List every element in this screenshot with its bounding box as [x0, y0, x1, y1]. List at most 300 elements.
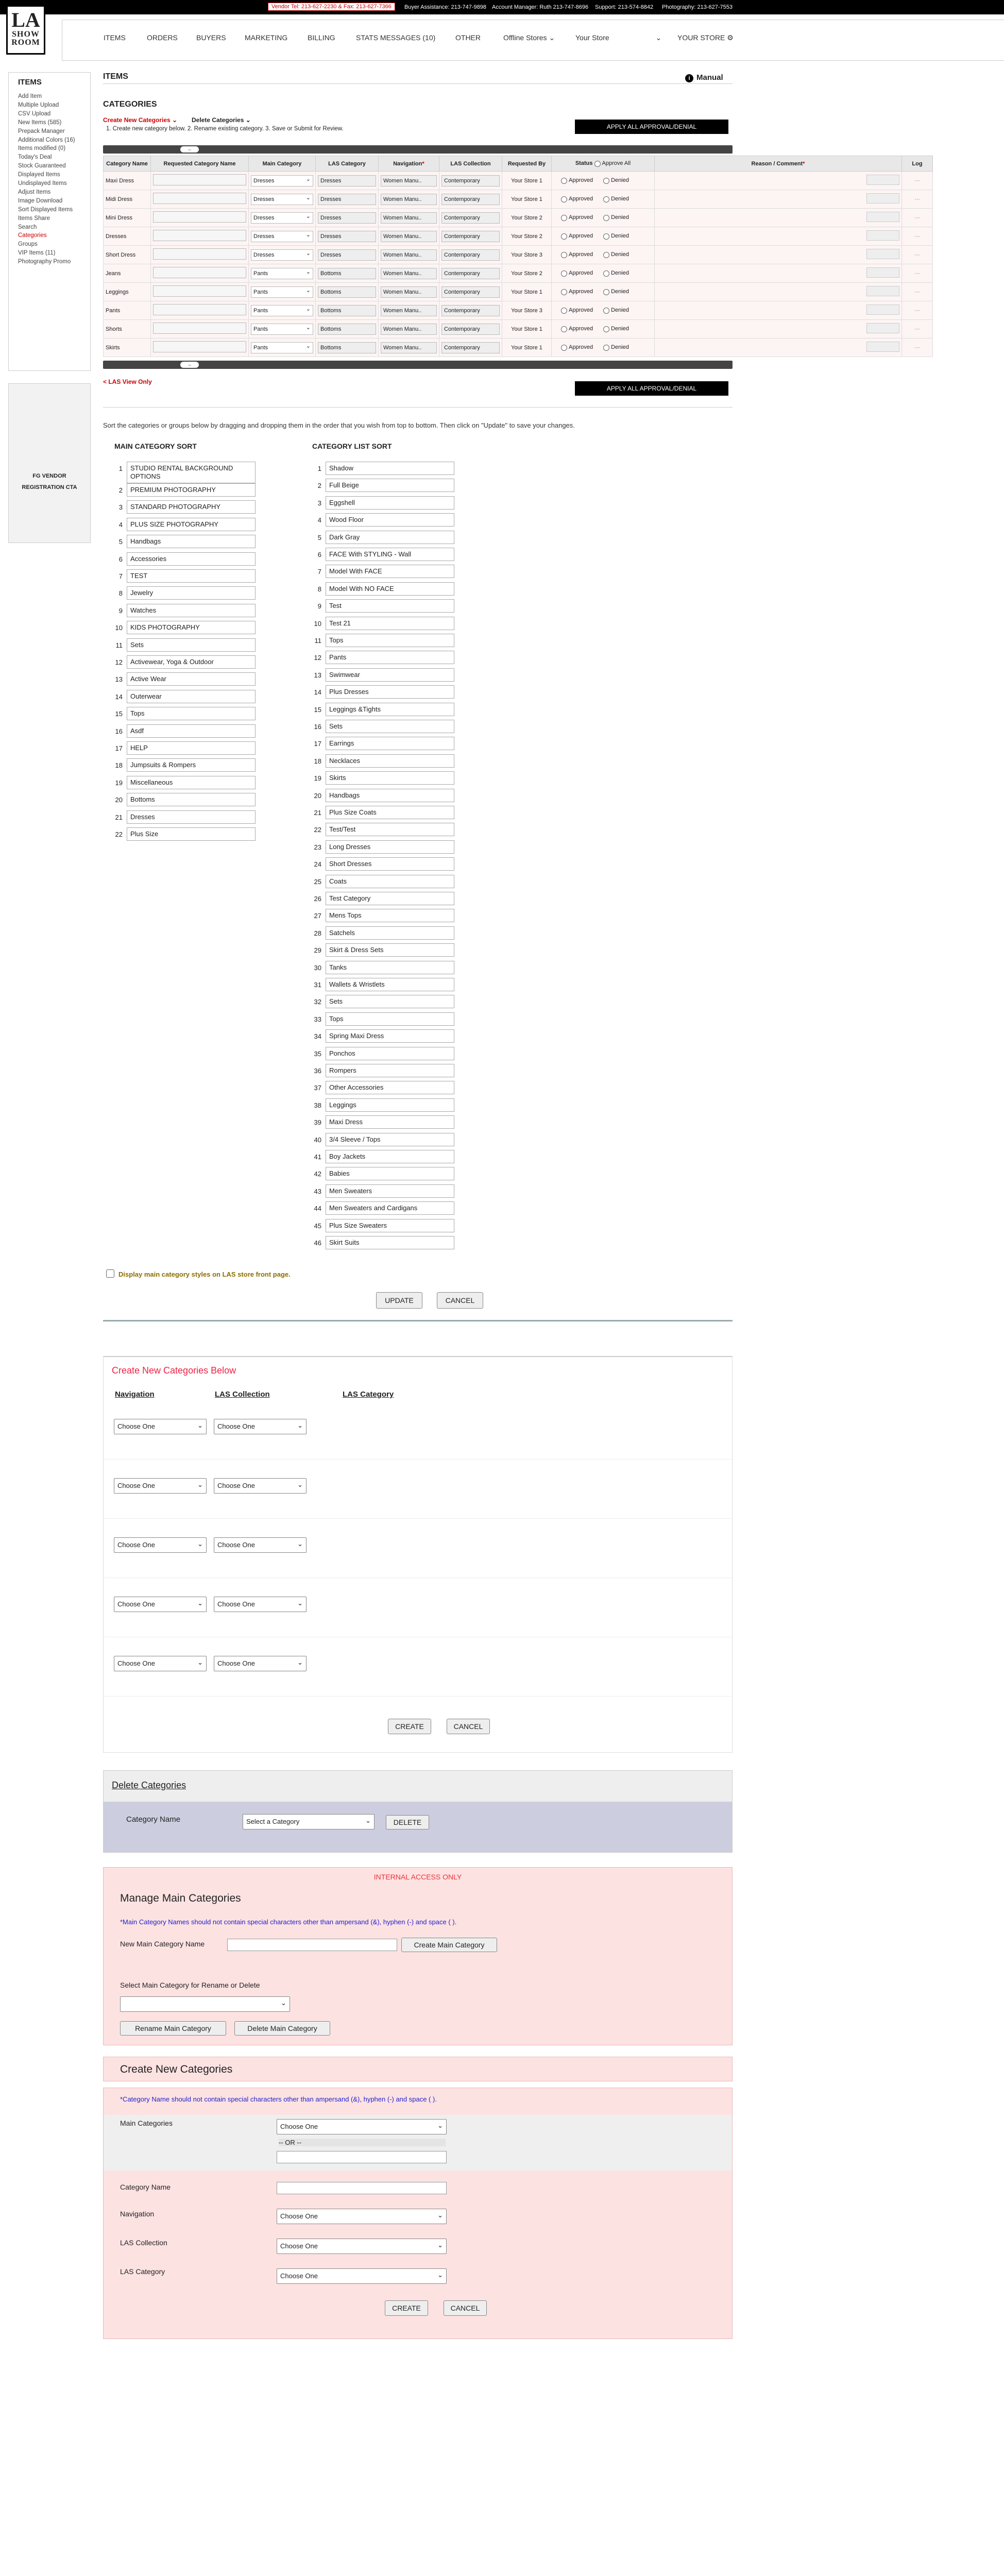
las-collection-select[interactable]: Choose One ⌄ [277, 2239, 447, 2254]
tab-create-label: Create New Categories [103, 116, 171, 124]
table-scrollbar[interactable] [103, 145, 733, 154]
sidebar-item[interactable]: Groups [18, 241, 38, 248]
denied-radio[interactable] [603, 289, 609, 295]
create-main-category-button[interactable]: Create Main Category [401, 1938, 497, 1952]
approved-label: Approved [569, 307, 593, 314]
delete-button[interactable]: DELETE [386, 1815, 429, 1829]
create2-panel [103, 2088, 733, 2339]
approved-radio[interactable] [561, 233, 567, 240]
sort-item-label: Eggshell [326, 496, 454, 510]
sidebar-item[interactable]: Stock Guaranteed [18, 163, 66, 170]
sidebar-item[interactable]: Categories [18, 232, 47, 239]
sort-item-label: Miscellaneous [127, 776, 256, 789]
approved-radio[interactable] [561, 289, 567, 295]
denied-label: Denied [611, 214, 629, 221]
las-collection-value[interactable]: Contemporary [441, 249, 500, 261]
sort-item-label: Dark Gray [326, 531, 454, 544]
sort-item-label: Jumpsuits & Rompers [127, 758, 256, 772]
sort-number: 13 [115, 675, 123, 684]
sidebar-item[interactable]: Items modified (0) [18, 145, 66, 152]
reason-cell [655, 283, 902, 301]
sidebar-item[interactable]: Undisplayed Items [18, 180, 67, 187]
requested-name-cell [151, 301, 249, 320]
requested-name-input[interactable] [153, 323, 246, 334]
new-main-category-input[interactable] [227, 1939, 397, 1951]
or-label: -- OR -- [279, 2139, 446, 2146]
main-category-select[interactable]: Dresses ⌄ [251, 194, 313, 205]
navigation-value[interactable]: Women Manu.. [381, 212, 437, 224]
sort-item-label: Handbags [326, 789, 454, 802]
fg-vendor-registration-cta[interactable] [8, 383, 91, 543]
log-icon[interactable]: ⋯ [914, 326, 920, 332]
sort-number: 32 [314, 998, 321, 1006]
main-category-text-input[interactable] [277, 2151, 447, 2163]
sort-item-label: Jewelry [127, 586, 256, 600]
denied-label: Denied [611, 307, 629, 314]
col-las-collection-header: LAS Collection [215, 1390, 270, 1399]
sort-number: 19 [115, 778, 123, 787]
delete-main-category-button[interactable]: Delete Main Category [234, 2021, 330, 2036]
sidebar-item[interactable]: Add Item [18, 93, 42, 99]
reason-input[interactable] [866, 212, 899, 222]
log-icon[interactable]: ⋯ [914, 196, 920, 202]
sort-item-label: Model With NO FACE [326, 582, 454, 596]
reason-cell [655, 209, 902, 227]
approved-radio[interactable] [561, 252, 567, 258]
navigation-value[interactable]: Women Manu.. [381, 324, 437, 335]
las-collection-value[interactable]: Contemporary [441, 231, 500, 242]
requested-name-input[interactable] [153, 211, 246, 223]
apply-all-button[interactable]: APPLY ALL APPROVAL/DENIAL [575, 120, 728, 134]
sort-number: 18 [314, 757, 321, 765]
main-category-select[interactable]: Dresses ⌄ [251, 175, 313, 187]
category-name-input[interactable] [277, 2182, 447, 2194]
sort-item-label: Leggings &Tights [326, 703, 454, 716]
las-category-cell [316, 283, 379, 301]
requested-by-cell: Your Store 2 [502, 264, 552, 283]
requested-name-input[interactable] [153, 341, 246, 352]
nav-your-store[interactable] [575, 33, 661, 42]
sort-number: 11 [115, 641, 123, 649]
main-category-select[interactable]: Pants ⌄ [251, 286, 313, 298]
las-view-only-link[interactable]: < LAS View Only [103, 378, 152, 385]
log-icon[interactable]: ⋯ [914, 215, 920, 221]
sort-number: 22 [115, 831, 123, 838]
nav-buyers[interactable]: BUYERS [196, 33, 226, 42]
navigation-value[interactable]: Women Manu.. [381, 194, 437, 205]
denied-radio[interactable] [603, 178, 609, 184]
sort-item-label: Mens Tops [326, 909, 454, 922]
category-select[interactable]: Select a Category ⌄ [243, 1814, 375, 1829]
log-cell [902, 338, 933, 357]
table-row [104, 338, 933, 357]
tab-delete-label: Delete Categories [192, 116, 244, 124]
las-collection-select[interactable]: Choose One ⌄ [214, 1537, 307, 1553]
sort-number: 25 [314, 877, 321, 886]
apply-all-button-bottom[interactable]: APPLY ALL APPROVAL/DENIAL [575, 381, 728, 396]
navigation-value[interactable]: Women Manu.. [381, 175, 437, 187]
nav-offline-stores[interactable] [503, 33, 555, 42]
las-category-value[interactable]: Dresses [318, 194, 376, 205]
sort-item-label: KIDS PHOTOGRAPHY [127, 621, 256, 634]
table-row [104, 172, 933, 190]
denied-radio[interactable] [603, 345, 609, 351]
sort-number: 39 [314, 1118, 321, 1127]
main-category-sort-title: MAIN CATEGORY SORT [114, 442, 197, 450]
approved-radio[interactable] [561, 345, 567, 351]
required-icon: * [803, 160, 805, 167]
requested-name-input[interactable] [153, 230, 246, 241]
log-icon[interactable]: ⋯ [914, 233, 920, 240]
las-category-value[interactable]: Dresses [318, 212, 376, 224]
las-collection-label: LAS Collection [120, 2239, 167, 2247]
sort-item-label: Rompers [326, 1064, 454, 1077]
col-navigation-header: Navigation [115, 1390, 155, 1399]
nav-items[interactable]: ITEMS [104, 33, 126, 42]
status-cell [552, 320, 655, 338]
table-scrollbar-bottom[interactable] [103, 361, 733, 369]
las-collection-select[interactable]: Choose One ⌄ [214, 1656, 307, 1671]
approved-label: Approved [569, 289, 593, 295]
sort-item-label: Satchels [326, 926, 454, 940]
requested-by-cell: Your Store 2 [502, 209, 552, 227]
sort-number: 37 [314, 1084, 321, 1092]
navigation-select[interactable]: Choose One ⌄ [114, 1478, 207, 1494]
sort-item-label: Plus Size [127, 827, 256, 841]
sidebar-item[interactable]: Sort Displayed Items [18, 206, 73, 213]
sort-number: 15 [314, 705, 321, 714]
navigation-value[interactable]: Women Manu.. [381, 342, 437, 353]
reason-cell [655, 320, 902, 338]
las-category-value[interactable]: Bottoms [318, 324, 376, 335]
status-cell [552, 246, 655, 264]
denied-label: Denied [611, 289, 629, 295]
denied-radio[interactable] [603, 196, 609, 202]
sidebar-item[interactable]: Items Share [18, 215, 50, 222]
navigation-cell [379, 320, 439, 338]
sort-item-label: Babies [326, 1167, 454, 1180]
main-nav [62, 20, 1004, 61]
cancel-create2-button[interactable]: CANCEL [444, 2300, 487, 2316]
denied-label: Denied [611, 177, 629, 184]
las-collection-value[interactable]: Contemporary [441, 175, 500, 187]
reason-cell [655, 301, 902, 320]
create-button[interactable]: CREATE [388, 1719, 431, 1734]
tab-delete-categories[interactable] [192, 116, 251, 124]
cancel-sort-button[interactable]: CANCEL [437, 1292, 483, 1309]
sort-item-label: Test/Test [326, 823, 454, 836]
sidebar-item[interactable]: New Items (585) [18, 119, 62, 126]
navigation-value[interactable]: Women Manu.. [381, 268, 437, 279]
las-collection-cell [439, 246, 502, 264]
approved-label: Approved [569, 177, 593, 184]
main-category-cell [249, 338, 316, 357]
requested-name-input[interactable] [153, 285, 246, 297]
navigation-value[interactable]: Women Manu.. [381, 231, 437, 242]
sidebar-item[interactable]: Search [18, 224, 37, 230]
main-category-select[interactable]: Dresses ⌄ [251, 231, 313, 242]
display-main-label: Display main category styles on LAS store front page. [118, 1270, 291, 1278]
reason-input[interactable] [866, 267, 899, 278]
main-category-select[interactable]: Pants ⌄ [251, 305, 313, 316]
sort-number: 31 [314, 981, 321, 989]
las-collection-value[interactable]: Contemporary [441, 268, 500, 279]
category-name-cell: Mini Dress [104, 209, 151, 227]
approved-radio[interactable] [561, 196, 567, 202]
navigation-select[interactable]: Choose One ⌄ [114, 1537, 207, 1553]
sort-number: 5 [317, 533, 321, 541]
las-collection-cell [439, 264, 502, 283]
sidebar-item[interactable]: Adjust Items [18, 189, 51, 195]
denied-label: Denied [611, 344, 629, 351]
sidebar-item[interactable]: Photography Promo [18, 259, 71, 265]
navigation-cell [379, 264, 439, 283]
las-category-value[interactable]: Dresses [318, 231, 376, 242]
manual-link[interactable] [685, 73, 723, 82]
approved-label: Approved [569, 196, 593, 202]
navigation-select[interactable]: Choose One ⌄ [114, 1656, 207, 1671]
sort-item-label: Coats [326, 875, 454, 888]
approved-radio[interactable] [561, 270, 567, 277]
sort-number: 3 [317, 499, 321, 507]
las-category-value[interactable]: Bottoms [318, 286, 376, 298]
display-main-checkbox[interactable] [106, 1269, 114, 1278]
sidebar-item[interactable]: Displayed Items [18, 172, 60, 178]
sort-item-label: Full Beige [326, 479, 454, 492]
nav-marketing[interactable]: MARKETING [245, 33, 288, 42]
log-icon[interactable]: ⋯ [914, 270, 920, 277]
reason-cell [655, 190, 902, 209]
denied-radio[interactable] [603, 270, 609, 277]
sort-item-label: Handbags [127, 535, 256, 548]
denied-radio[interactable] [603, 252, 609, 258]
las-collection-value[interactable]: Contemporary [441, 286, 500, 298]
sort-number: 14 [115, 692, 123, 701]
cta-label: FG VENDOR REGISTRATION CTA [22, 473, 77, 490]
las-category-value[interactable]: Bottoms [318, 342, 376, 353]
sort-item-label: Tops [326, 1012, 454, 1026]
denied-radio[interactable] [603, 233, 609, 240]
internal-access-label: INTERNAL ACCESS ONLY [373, 1873, 462, 1881]
top-info-bar [0, 0, 1004, 14]
requested-name-input[interactable] [153, 193, 246, 204]
scroll-thumb[interactable]: ⇔ [180, 146, 199, 152]
las-category-cell [316, 246, 379, 264]
sort-number: 6 [118, 555, 123, 563]
update-button[interactable]: UPDATE [376, 1292, 422, 1309]
main-categories-select[interactable]: Choose One ⌄ [277, 2119, 447, 2134]
tab-create-new-categories[interactable] [103, 116, 177, 124]
sort-number: 1 [317, 465, 321, 472]
approved-label: Approved [569, 251, 593, 258]
table-row [104, 190, 933, 209]
las-collection-value[interactable]: Contemporary [441, 324, 500, 335]
denied-radio[interactable] [603, 326, 609, 332]
reason-input[interactable] [866, 175, 899, 185]
sort-item-label: Swimwear [326, 668, 454, 682]
las-category-cell [316, 172, 379, 190]
sort-number: 35 [314, 1049, 321, 1058]
main-category-cell [249, 209, 316, 227]
navigation-value[interactable]: Women Manu.. [381, 286, 437, 298]
main-category-select[interactable]: Pants ⌄ [251, 268, 313, 279]
las-category-value[interactable]: Bottoms [318, 268, 376, 279]
log-icon[interactable]: ⋯ [914, 345, 920, 351]
sort-number: 10 [115, 624, 123, 632]
cancel-create-button[interactable]: CANCEL [447, 1719, 490, 1734]
main-category-select[interactable] [120, 1996, 290, 2012]
las-collection-select[interactable]: Choose One ⌄ [214, 1597, 307, 1612]
table-row [104, 209, 933, 227]
col-las-category: LAS Category [316, 156, 379, 172]
main-category-select[interactable]: Pants ⌄ [251, 324, 313, 335]
las-collection-value[interactable]: Contemporary [441, 342, 500, 353]
rename-main-category-button[interactable]: Rename Main Category [120, 2021, 226, 2036]
nav-orders[interactable]: ORDERS [147, 33, 178, 42]
sort-number: 12 [314, 654, 321, 662]
col-status-label: Status [575, 160, 593, 167]
reason-input[interactable] [866, 249, 899, 259]
main-category-select[interactable]: Pants ⌄ [251, 342, 313, 353]
main-category-select[interactable]: Dresses ⌄ [251, 249, 313, 261]
main-category-cell [249, 283, 316, 301]
sidebar-item[interactable]: Additional Colors (16) [18, 137, 75, 143]
reason-input[interactable] [866, 286, 899, 296]
navigation-select[interactable]: Choose One ⌄ [277, 2209, 447, 2224]
main-category-select[interactable]: Dresses ⌄ [251, 212, 313, 224]
reason-input[interactable] [866, 230, 899, 241]
approve-all-radio[interactable] [594, 161, 601, 167]
las-collection-cell [439, 190, 502, 209]
log-icon[interactable]: ⋯ [914, 289, 920, 295]
sidebar-item[interactable]: Prepack Manager [18, 128, 65, 134]
reason-input[interactable] [866, 323, 899, 333]
category-name-cell: Midi Dress [104, 190, 151, 209]
reason-cell [655, 172, 902, 190]
category-name-label-2: Category Name [120, 2183, 171, 2191]
sort-item-label: Spring Maxi Dress [326, 1029, 454, 1043]
approved-radio[interactable] [561, 178, 567, 184]
log-icon[interactable]: ⋯ [914, 252, 920, 258]
log-cell [902, 190, 933, 209]
las-collection-cell [439, 301, 502, 320]
requested-name-input[interactable] [153, 304, 246, 315]
nav-other[interactable]: OTHER [455, 33, 481, 42]
navigation-cell [379, 246, 439, 264]
main-category-cell [249, 320, 316, 338]
sort-number: 24 [314, 860, 321, 869]
nav-stats[interactable]: STATS MESSAGES (10) [356, 33, 436, 42]
las-collection-value[interactable]: Contemporary [441, 194, 500, 205]
la-showroom-logo[interactable] [6, 5, 45, 55]
nav-billing[interactable]: BILLING [308, 33, 335, 42]
col-main: Main Category [249, 156, 316, 172]
las-category-cell [316, 227, 379, 246]
requested-name-cell [151, 283, 249, 301]
sort-number: 23 [314, 843, 321, 851]
denied-radio[interactable] [603, 308, 609, 314]
las-category-value[interactable]: Bottoms [318, 305, 376, 316]
log-icon[interactable]: ⋯ [914, 308, 920, 314]
sort-item-label: Outerwear [127, 690, 256, 703]
navigation-select[interactable]: Choose One ⌄ [114, 1597, 207, 1612]
log-icon[interactable]: ⋯ [914, 178, 920, 184]
sort-item-label: Tops [127, 707, 256, 720]
scroll-thumb[interactable]: ⇔ [180, 362, 199, 368]
las-collection-select[interactable]: Choose One ⌄ [214, 1419, 307, 1434]
sort-number: 45 [314, 1222, 321, 1230]
las-collection-cell [439, 227, 502, 246]
sort-item-label: PLUS SIZE PHOTOGRAPHY [127, 518, 256, 531]
sort-item-label: FACE With STYLING - Wall [326, 548, 454, 561]
navigation-select[interactable]: Choose One ⌄ [114, 1419, 207, 1434]
requested-name-input[interactable] [153, 248, 246, 260]
las-collection-value[interactable]: Contemporary [441, 305, 500, 316]
denied-radio[interactable] [603, 215, 609, 221]
navigation-cell [379, 283, 439, 301]
sidebar-item[interactable]: Image Download [18, 197, 63, 204]
navigation-cell [379, 227, 439, 246]
nav-your-store-gear[interactable] [677, 33, 734, 42]
las-category-value[interactable]: Dresses [318, 249, 376, 261]
sort-item-label: Sets [326, 720, 454, 733]
las-category-cell [316, 301, 379, 320]
navigation-value[interactable]: Women Manu.. [381, 249, 437, 261]
categories-table [103, 156, 933, 357]
requested-name-input[interactable] [153, 267, 246, 278]
approved-radio[interactable] [561, 215, 567, 221]
reason-input[interactable] [866, 193, 899, 204]
requested-by-cell: Your Store 1 [502, 338, 552, 357]
las-collection-value[interactable]: Contemporary [441, 212, 500, 224]
reason-cell [655, 338, 902, 357]
las-category-label: LAS Category [120, 2267, 165, 2276]
requested-name-cell [151, 227, 249, 246]
requested-name-input[interactable] [153, 174, 246, 185]
create2-button[interactable]: CREATE [385, 2300, 428, 2316]
las-collection-cell [439, 283, 502, 301]
main-category-cell [249, 172, 316, 190]
sidebar-item[interactable]: Today's Deal [18, 154, 52, 161]
sidebar-item[interactable]: VIP Items (11) [18, 250, 56, 257]
approved-radio[interactable] [561, 308, 567, 314]
sort-item-label: HELP [127, 741, 256, 755]
requested-name-cell [151, 246, 249, 264]
sidebar-item[interactable]: CSV Upload [18, 110, 51, 117]
status-cell [552, 301, 655, 320]
las-category-select[interactable]: Choose One ⌄ [277, 2268, 447, 2284]
las-collection-select[interactable]: Choose One ⌄ [214, 1478, 307, 1494]
main-category-cell [249, 190, 316, 209]
log-cell [902, 301, 933, 320]
las-category-value[interactable]: Dresses [318, 175, 376, 187]
chevron-down-icon: ⌄ [549, 33, 555, 42]
reason-input[interactable] [866, 304, 899, 315]
chevron-down-icon: ⌄ [655, 33, 662, 42]
sidebar-item[interactable]: Multiple Upload [18, 101, 59, 108]
navigation-value[interactable]: Women Manu.. [381, 305, 437, 316]
sort-item-label: Asdf [127, 724, 256, 738]
approved-radio[interactable] [561, 326, 567, 332]
log-cell [902, 283, 933, 301]
status-cell [552, 209, 655, 227]
sort-item-label: Accessories [127, 552, 256, 566]
sort-number: 40 [314, 1136, 321, 1144]
reason-input[interactable] [866, 342, 899, 352]
sort-item-label: Activewear, Yoga & Outdoor [127, 655, 256, 669]
nav-your-store-label: Your Store [575, 33, 609, 42]
sort-item-label: Skirt Suits [326, 1236, 454, 1249]
